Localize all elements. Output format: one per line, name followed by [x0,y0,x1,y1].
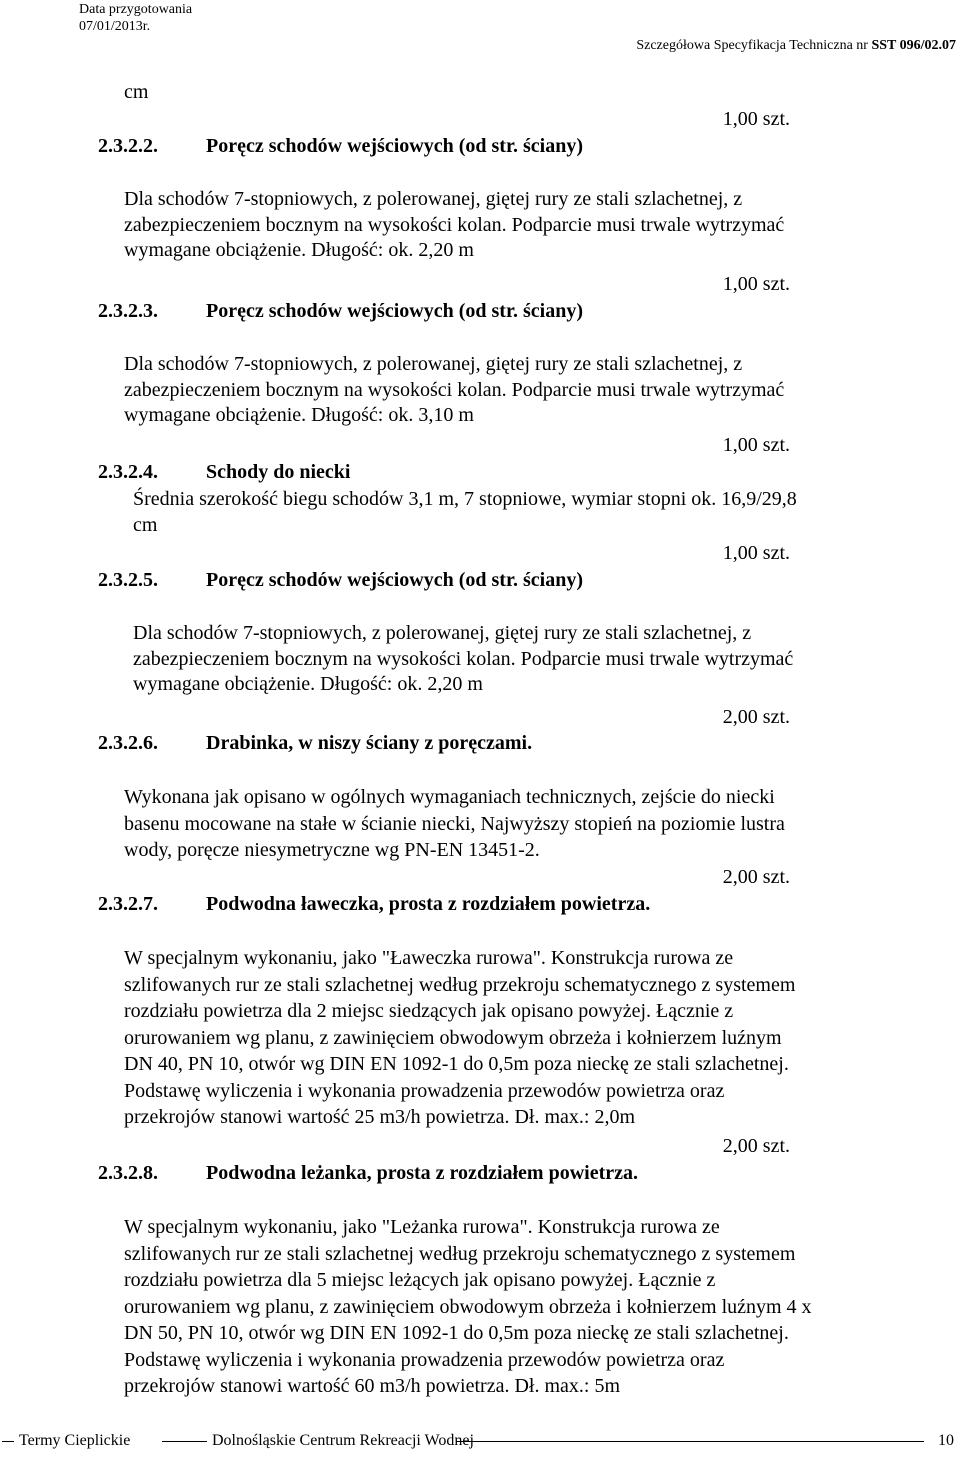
text-line: W specjalnym wykonaniu, jako "Ławeczka rurowa". Konstrukcja rurowa ze [124,947,734,969]
prep-label: Data przygotowania [79,2,193,17]
text-line: zabezpieczeniem bocznym na wysokości kolan. Podparcie musi trwale wytrzymać [124,378,785,401]
text-line: wody, poręcze niesymetryczne wg PN-EN 13451-2. [124,839,540,861]
section-title: Poręcz schodów wejściowych (od str. ściany) [206,135,583,157]
section-body [124,945,795,1131]
section-number: 2.3.2.3. [98,300,158,322]
text-line: Średnia szerokość biegu schodów 3,1 m, 7 stopniowe, wymiar stopni ok. 16,9/29,8 [133,488,797,510]
spec-reference [636,38,956,54]
section-quantity: 1,00 szt. [722,434,790,456]
footer-rule [456,1441,924,1442]
text-line: W specjalnym wykonaniu, jako "Leżanka rurowa". Konstrukcja rurowa ze [124,1216,720,1238]
text-line: DN 40, PN 10, otwór wg DIN EN 1092-1 do 0,5m poza nieckę ze stali szlachetnej. [124,1053,789,1075]
footer-rule [162,1441,207,1442]
section-quantity: 2,00 szt. [722,866,790,888]
section-quantity: 1,00 szt. [722,108,790,130]
section-title: Poręcz schodów wejściowych (od str. ściany) [206,569,583,591]
section-quantity: 1,00 szt. [722,542,790,564]
page-number: 10 [938,1432,954,1449]
section-quantity: 2,00 szt. [722,1135,790,1157]
spec-prefix: Szczegółowa Specyfikacja Techniczna nr [636,38,872,53]
section-number: 2.3.2.2. [98,135,158,157]
section-title: Podwodna ławeczka, prosta z rozdziałem powietrza. [206,893,651,915]
spec-number: SST 096/02.07 [871,38,956,53]
text-line: Podstawę wyliczenia i wykonania prowadzenia przewodów powietrza oraz [124,1348,725,1371]
section-number: 2.3.2.6. [98,732,158,754]
text-line: orurowaniem wg planu, z zawinięciem obwodowym obrzeża i kołnierzem luźnym [124,1026,782,1049]
text-line: zabezpieczeniem bocznym na wysokości kolan. Podparcie musi trwale wytrzymać [124,213,785,236]
section-body [124,187,784,264]
section-title: Podwodna leżanka, prosta z rozdziałem powietrza. [206,1162,639,1184]
section-title: Poręcz schodów wejściowych (od str. ściany) [206,300,583,322]
text-line: szlifowanych rur ze stali szlachetnej według przekroju schematycznego z systemem [124,1242,796,1265]
text-line: wymagane obciążenie. Długość: ok. 3,10 m [124,404,474,426]
text-line: zabezpieczeniem bocznym na wysokości kolan. Podparcie musi trwale wytrzymać [133,647,794,670]
section-body [124,784,785,864]
text-line: rozdziału powietrza dla 2 miejsc siedzących jak opisano powyżej. Łącznie z [124,1000,734,1022]
text-line: Dla schodów 7-stopniowych, z polerowanej, giętej rury ze stali szlachetnej, z [124,188,743,210]
text-line: Dla schodów 7-stopniowych, z polerowanej, giętej rury ze stali szlachetnej, z [133,622,752,644]
section-title: Drabinka, w niszy ściany z poręczami. [206,732,533,754]
section-quantity: 2,00 szt. [722,706,790,728]
footer-centre: Dolnośląskie Centrum Rekreacji Wodnej [212,1432,474,1449]
section-number: 2.3.2.8. [98,1162,158,1184]
footer-rule [2,1441,14,1442]
section-body [133,621,793,698]
footer-venue: Termy Cieplickie [19,1432,131,1449]
section-body [124,352,784,429]
text-line: wymagane obciążenie. Długość: ok. 2,20 m [133,673,483,695]
section-number: 2.3.2.5. [98,569,158,591]
text-line: cm [133,513,158,536]
text-line: wymagane obciążenie. Długość: ok. 2,20 m [124,239,474,261]
text-line: przekrojów stanowi wartość 25 m3/h powietrza. Dł. max.: 2,0m [124,1106,635,1128]
text-line: orurowaniem wg planu, z zawinięciem obwodowym obrzeża i kołnierzem luźnym 4 x [124,1295,812,1318]
text-line: Dla schodów 7-stopniowych, z polerowanej, giętej rury ze stali szlachetnej, z [124,353,743,375]
text-line: szlifowanych rur ze stali szlachetnej według przekroju schematycznego z systemem [124,973,796,996]
section-body [133,487,797,538]
text-line: Podstawę wyliczenia i wykonania prowadzenia przewodów powietrza oraz [124,1079,725,1102]
section-body [124,1214,812,1400]
section-title: Schody do niecki [206,461,351,483]
prep-date: 07/01/2013r. [79,19,151,34]
footer [0,1431,960,1451]
section-number: 2.3.2.4. [98,461,158,483]
text-line: Wykonana jak opisano w ogólnych wymaganiach technicznych, zejście do niecki [124,786,775,808]
section-quantity: 1,00 szt. [722,273,790,295]
section-number: 2.3.2.7. [98,893,158,915]
text-line: basenu mocowane na stałe w ścianie niecki, Najwyższy stopień na poziomie lustra [124,812,785,835]
text-line: przekrojów stanowi wartość 60 m3/h powietrza. Dł. max.: 5m [124,1375,620,1397]
text-line: rozdziału powietrza dla 5 miejsc leżących jak opisano powyżej. Łącznie z [124,1269,716,1291]
top-fragment: cm [124,81,149,103]
text-line: DN 50, PN 10, otwór wg DIN EN 1092-1 do 0,5m poza nieckę ze stali szlachetnej. [124,1322,789,1344]
